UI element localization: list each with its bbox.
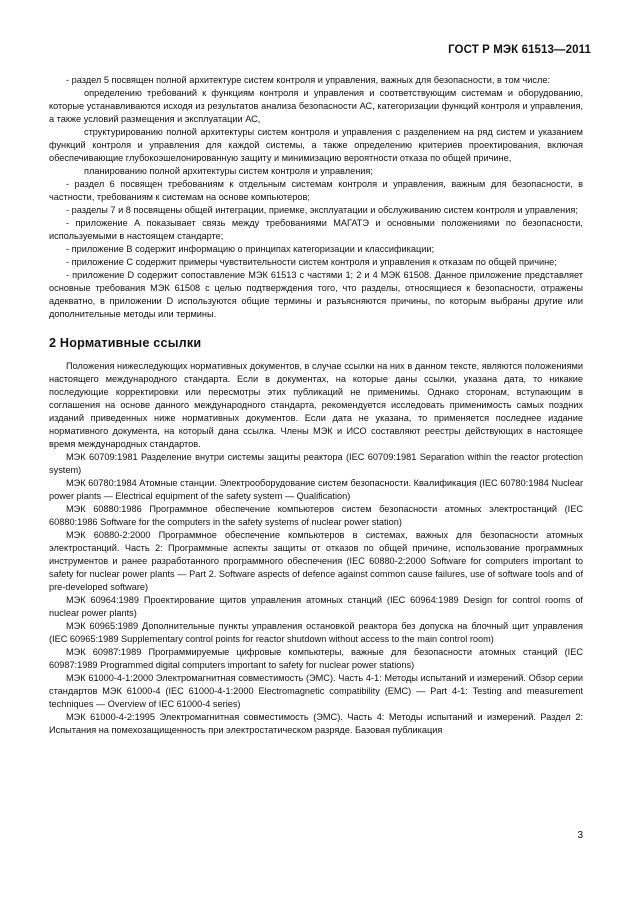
document-header: ГОСТ Р МЭК 61513—2011 <box>448 44 591 56</box>
paragraph: - разделы 7 и 8 посвящены общей интеграции, приемке, эксплуатации и обслуживанию систем контроля и управления; <box>66 205 578 215</box>
paragraph: планированию полной архитектуры систем контроля и управления; <box>84 166 373 176</box>
paragraph: - приложение В содержит информацию о принципах категоризации и классификации; <box>66 244 435 254</box>
paragraph: МЭК 60880:1986 Программное обеспечение компьютеров систем безопасности атомных электростанций (IEC 60880:1986 Software for the computers in the safety systems of nuclear power station) <box>49 504 583 527</box>
paragraph: Положения нижеследующих нормативных документов, в случае ссылки на них в данном тексте, являются положениями настоящего международного стандарта. Если в документах, на которые даны ссылки, указана дата, то никакие последующие корректировки или пересмотры этих публикаций не применимы. Однако сторонам, вступающим в соглашения на основе данного международного стандарта, рекомендуется исследовать применимость самых поздних изданий приведенных ниже нормативных документов. Если дата не указана, то применяется последнее издание нормативного документа, на который дана ссылка. Члены МЭК и ИСО составляют реестры действующих в настоящее время международных стандартов. <box>49 361 583 449</box>
paragraph: структурированию полной архитектуры систем контроля и управления с разделением на ряд систем и указанием функций контроля и управления для каждой системы, а также определению критериев проектирования, включая обеспечивающие глубокоэшелонированную защиту и минимизацию вероятности отказа по общей причине, <box>49 127 583 163</box>
paragraph: - приложение А показывает связь между требованиями МАГАТЭ и основными положениями по безопасности, используемыми в настоящем стандарте; <box>49 218 583 241</box>
page-number: 3 <box>577 830 583 841</box>
section-heading: 2 Нормативные ссылки <box>49 336 202 350</box>
paragraph: МЭК 60709:1981 Разделение внутри системы защиты реактора (IEC 60709:1981 Separation within the reactor protection system) <box>49 452 583 475</box>
page-content <box>49 74 583 737</box>
paragraph: МЭК 60880-2:2000 Программное обеспечение компьютеров в системах, важных для безопасности атомных электростанций. Часть 2: Программные аспекты защиты от отказов по общей причине, использование программных инструментов и ранее разработанного программного обеспечения (IEC 60880-2:2000 Software for computers important to safety for nuclear power plants — Part 2. Software aspects of defence against common cause failures, use of software tools and of pre-developed software) <box>49 530 583 592</box>
paragraph: - раздел 5 посвящен полной архитектуре систем контроля и управления, важных для безопасности, в том числе: <box>66 75 551 85</box>
paragraph: МЭК 60987:1989 Программируемые цифровые компьютеры, важные для безопасности атомных станций (IEC 60987:1989 Programmed digital computers important to safety for nuclear power stations) <box>49 647 583 670</box>
paragraph: МЭК 60964:1989 Проектирование щитов управления атомных станций (IEC 60964:1989 Design for control rooms of nuclear power plants) <box>49 595 583 618</box>
paragraph: МЭК 61000-4-2:1995 Электромагнитная совместимость (ЭМС). Часть 4: Методы испытаний и измерений. Раздел 2: Испытания на помехозащищенность при электростатическом разряде. Базовая публикация <box>49 712 583 735</box>
paragraph: - приложение С содержит примеры чувствительности систем контроля и управления к отказам по общей причине; <box>66 257 557 267</box>
normative-references <box>49 360 583 737</box>
paragraph: определению требований к функциям контроля и управления и соответствующим системам и оборудованию, которые устанавливаются исходя из результатов анализа безопасности АС, категоризации функций контроля и управления, а также условий размещения и эксплуатации АС, <box>49 88 583 124</box>
paragraph: - приложение D содержит сопоставление МЭК 61513 с частями 1; 2 и 4 МЭК 61508. Данное приложение представляет основные требования МЭК 61508 с целью подтверждения того, что разделы, относящиеся к безопасности, отражены адекватно, в приложении D используются общие термины и разъясняются причины, по которым выбраны другие или дополнительные методы или термины. <box>49 270 583 319</box>
paragraph: МЭК 60780:1984 Атомные станции. Электрооборудование систем безопасности. Квалификация (IEC 60780:1984 Nuclear power plants — Electrical equipment of the safety system — Qualification) <box>49 478 583 501</box>
paragraph: - раздел 6 посвящен требованиям к отдельным системам контроля и управления, важным для безопасности, в частности, требованиям к системам на основе компьютеров; <box>49 179 583 202</box>
paragraph: МЭК 61000-4-1:2000 Электромагнитная совместимость (ЭМС). Часть 4-1: Методы испытаний и измерений. Обзор серии стандартов МЭК 61000-4 (IEC 61000-4-1:2000 Electromagnetic compatibility (EMC) — Part 4-1: Testing and measurement techniques — Overview of IEC 61000-4 series) <box>49 673 583 709</box>
paragraph: МЭК 60965:1989 Дополнительные пункты управления остановкой реактора без допуска на блочный щит управления (IEC 60965:1989 Supplementary control points for reactor shutdown without access to the main control room) <box>49 621 583 644</box>
scope-list <box>49 74 583 321</box>
